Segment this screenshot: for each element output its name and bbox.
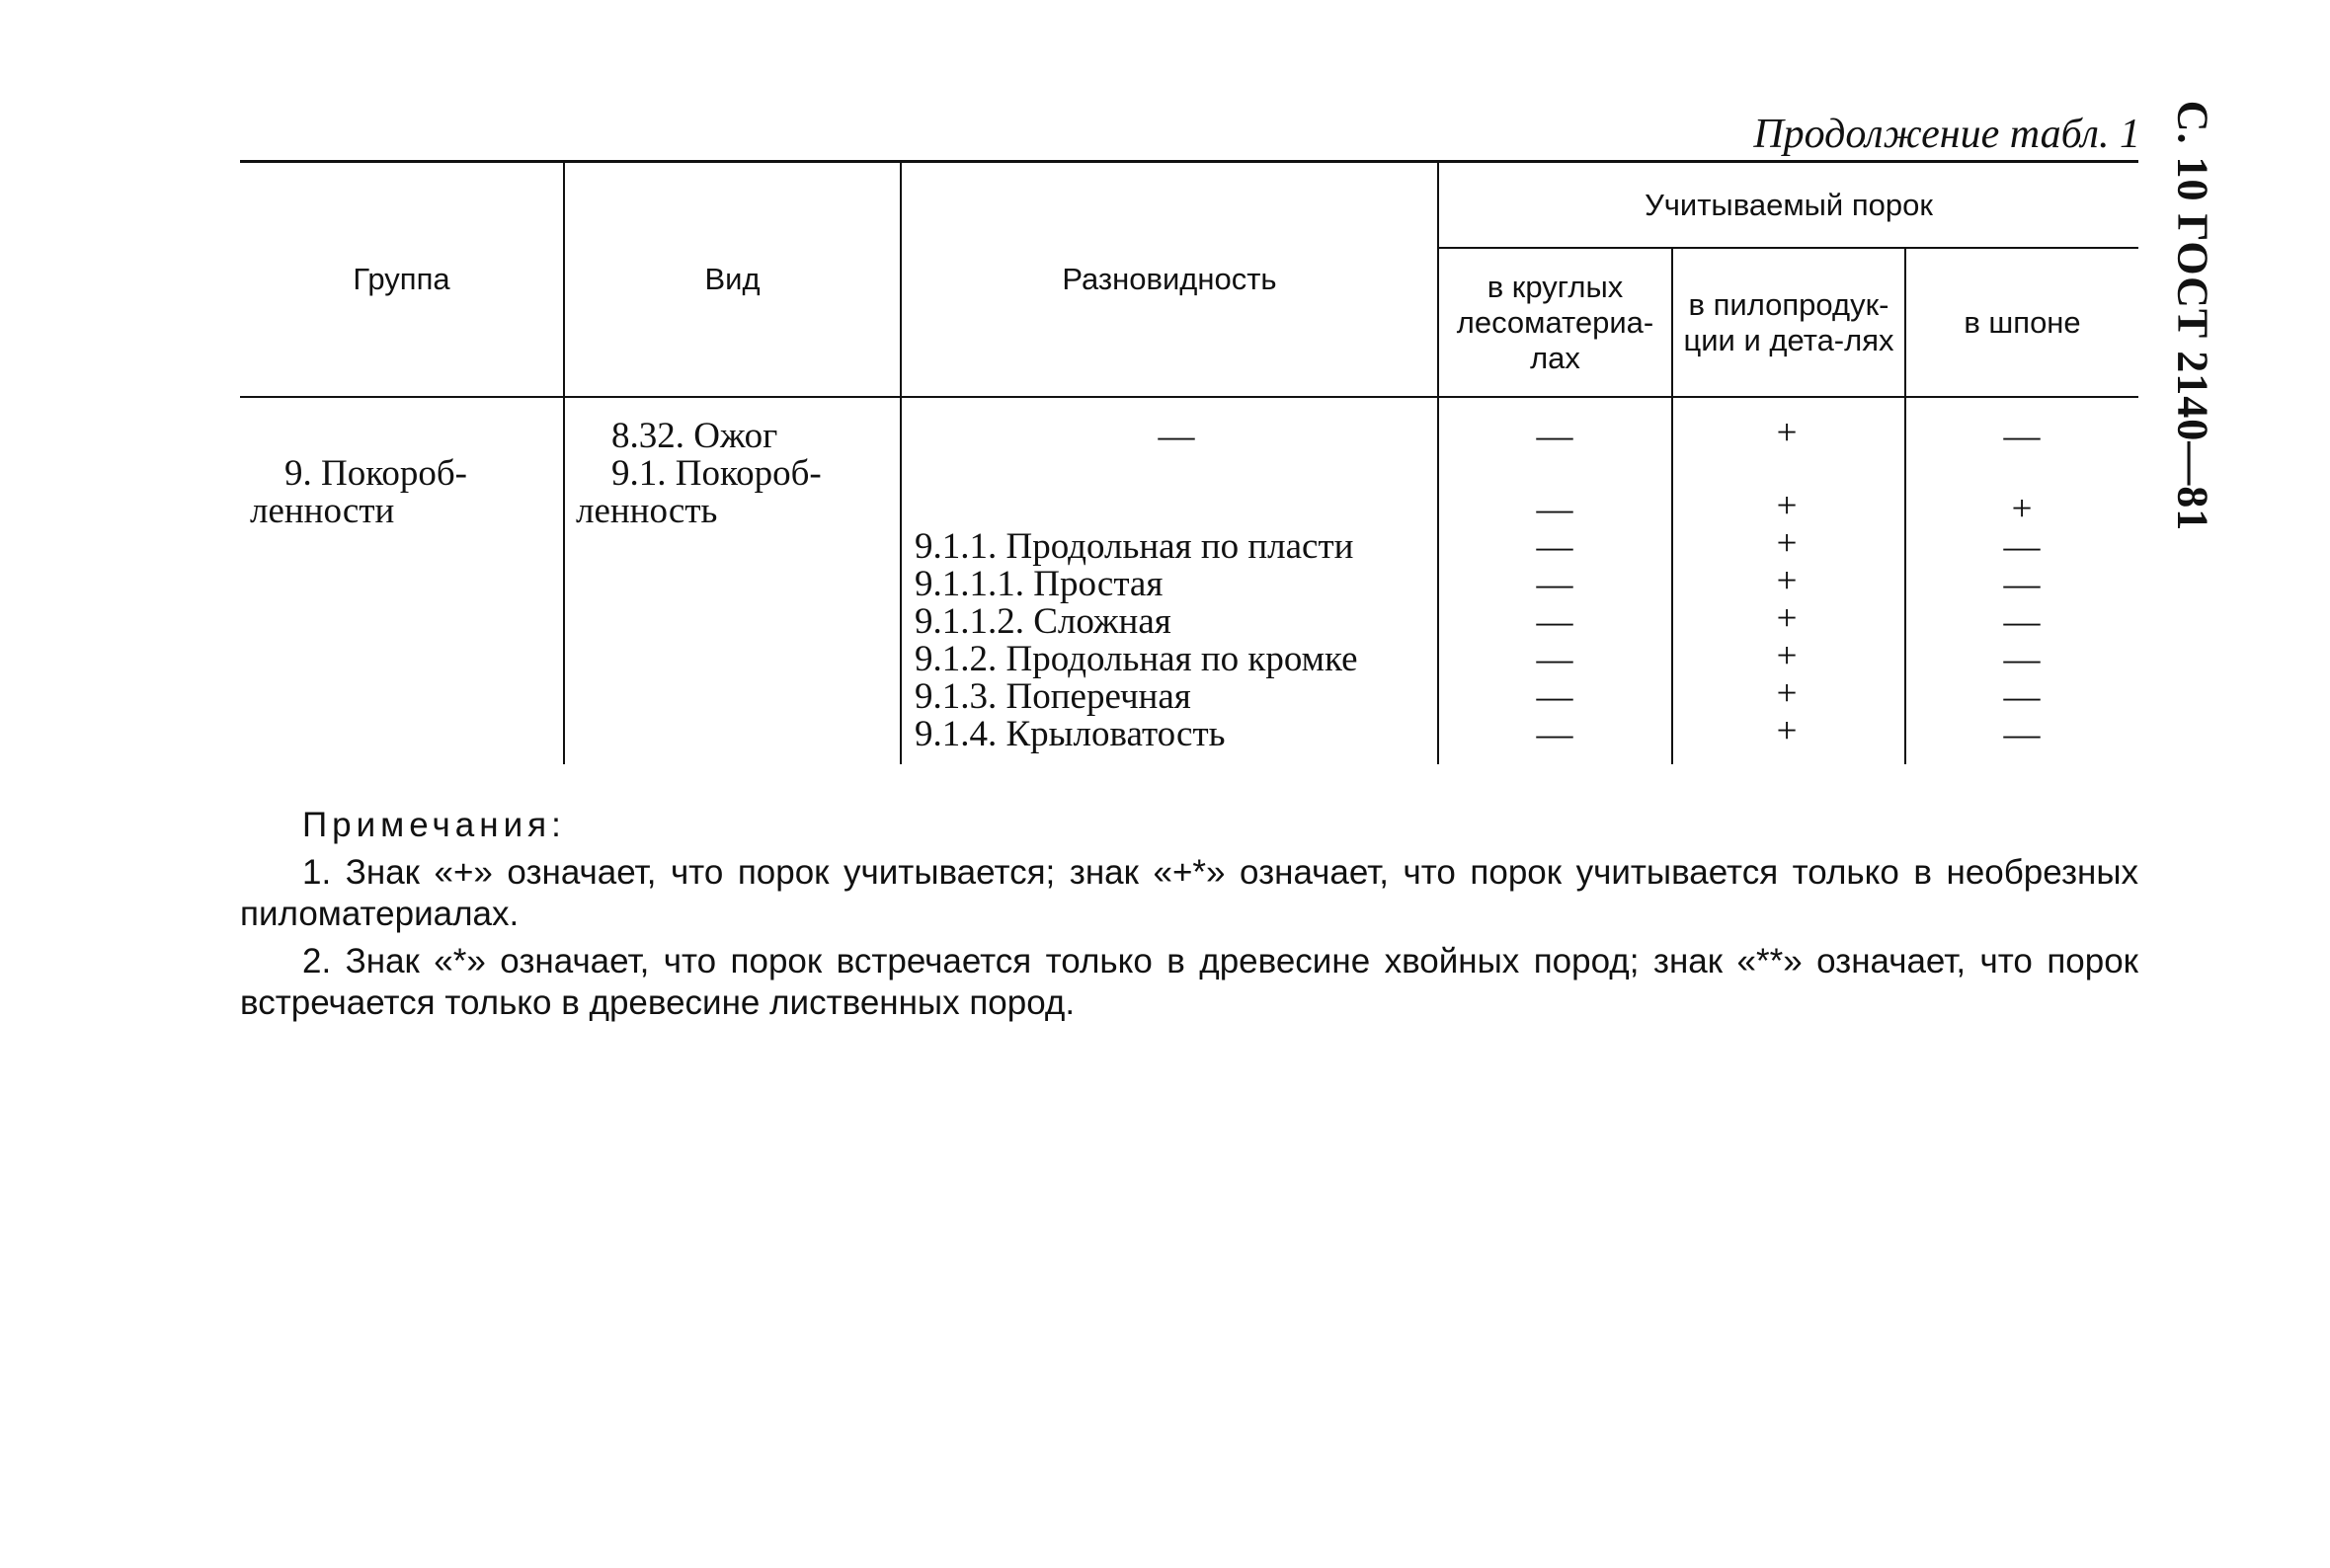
veneer-cell: — xyxy=(2003,526,2041,567)
variety-cell: 9.1.4. Крыловатость xyxy=(915,714,1226,754)
header-round-timber: в круглых лесоматериа-лах xyxy=(1456,269,1654,375)
round-cell: — xyxy=(1536,714,1573,754)
notes-section xyxy=(240,805,2138,1024)
header-sawn: в пилопродук-ции и дета-лях xyxy=(1683,286,1894,357)
sawn-cell: + xyxy=(1776,711,1798,751)
header-bottom-rule xyxy=(240,396,2138,398)
veneer-cell: — xyxy=(2003,639,2041,679)
header-variety: Разновидность xyxy=(1062,262,1277,296)
note-item: 2. Знак «*» означает, что порок встречается только в древесине хвойных пород; знак «**» означает, что порок встречается только в древесине лиственных пород. xyxy=(240,942,2138,1022)
group-cell-line-2: ленности xyxy=(250,491,395,531)
round-cell: — xyxy=(1536,489,1573,529)
veneer-cell: — xyxy=(2003,676,2041,717)
column-divider xyxy=(1671,247,1673,764)
veneer-cell: — xyxy=(2003,564,2041,604)
sawn-cell: + xyxy=(1776,636,1798,676)
header-kind: Вид xyxy=(704,262,761,296)
sawn-cell: + xyxy=(1776,486,1798,526)
kind-cell: 9.1. Покороб- xyxy=(611,453,822,494)
page-header-vertical xyxy=(2153,100,2232,532)
round-cell: — xyxy=(1536,526,1573,567)
kind-cell: ленность xyxy=(576,491,718,531)
sawn-cell: + xyxy=(1776,523,1798,564)
sawn-cell: + xyxy=(1776,673,1798,714)
note-item: 1. Знак «+» означает, что порок учитывается; знак «+*» означает, что порок учитывается только в необрезных пиломатериалах. xyxy=(240,853,2138,933)
variety-cell: 9.1.1.2. Сложная xyxy=(915,601,1171,642)
header-group: Группа xyxy=(353,262,450,296)
group-cell-line-1: 9. Покороб- xyxy=(284,453,467,494)
variety-cell: 9.1.2. Продольная по кромке xyxy=(915,639,1358,679)
round-cell: — xyxy=(1536,564,1573,604)
header-threshold: Учитываемый порок xyxy=(1645,187,1933,222)
column-divider xyxy=(1437,160,1439,764)
variety-cell: — xyxy=(1158,416,1195,456)
variety-cell: 9.1.1. Продольная по пласти xyxy=(915,526,1354,567)
sawn-cell: + xyxy=(1776,598,1798,639)
round-cell: — xyxy=(1536,416,1573,456)
veneer-cell: — xyxy=(2003,714,2041,754)
veneer-cell: — xyxy=(2003,416,2041,456)
page-header-text: С. 10 ГОСТ 2140—81 xyxy=(2168,100,2217,532)
variety-cell: 9.1.3. Поперечная xyxy=(915,676,1191,717)
round-cell: — xyxy=(1536,601,1573,642)
round-cell: — xyxy=(1536,639,1573,679)
header-veneer: в шпоне xyxy=(1964,304,2081,340)
veneer-cell: — xyxy=(2003,601,2041,642)
sawn-cell: + xyxy=(1776,561,1798,601)
veneer-cell: + xyxy=(2011,489,2033,529)
notes-title: Примечания: xyxy=(302,806,566,844)
kind-cell: 8.32. Ожог xyxy=(611,416,778,456)
table-continuation-label: Продолжение табл. 1 xyxy=(1753,112,2140,157)
variety-cell: 9.1.1.1. Простая xyxy=(915,564,1164,604)
sawn-cell: + xyxy=(1776,413,1798,453)
round-cell: — xyxy=(1536,676,1573,717)
